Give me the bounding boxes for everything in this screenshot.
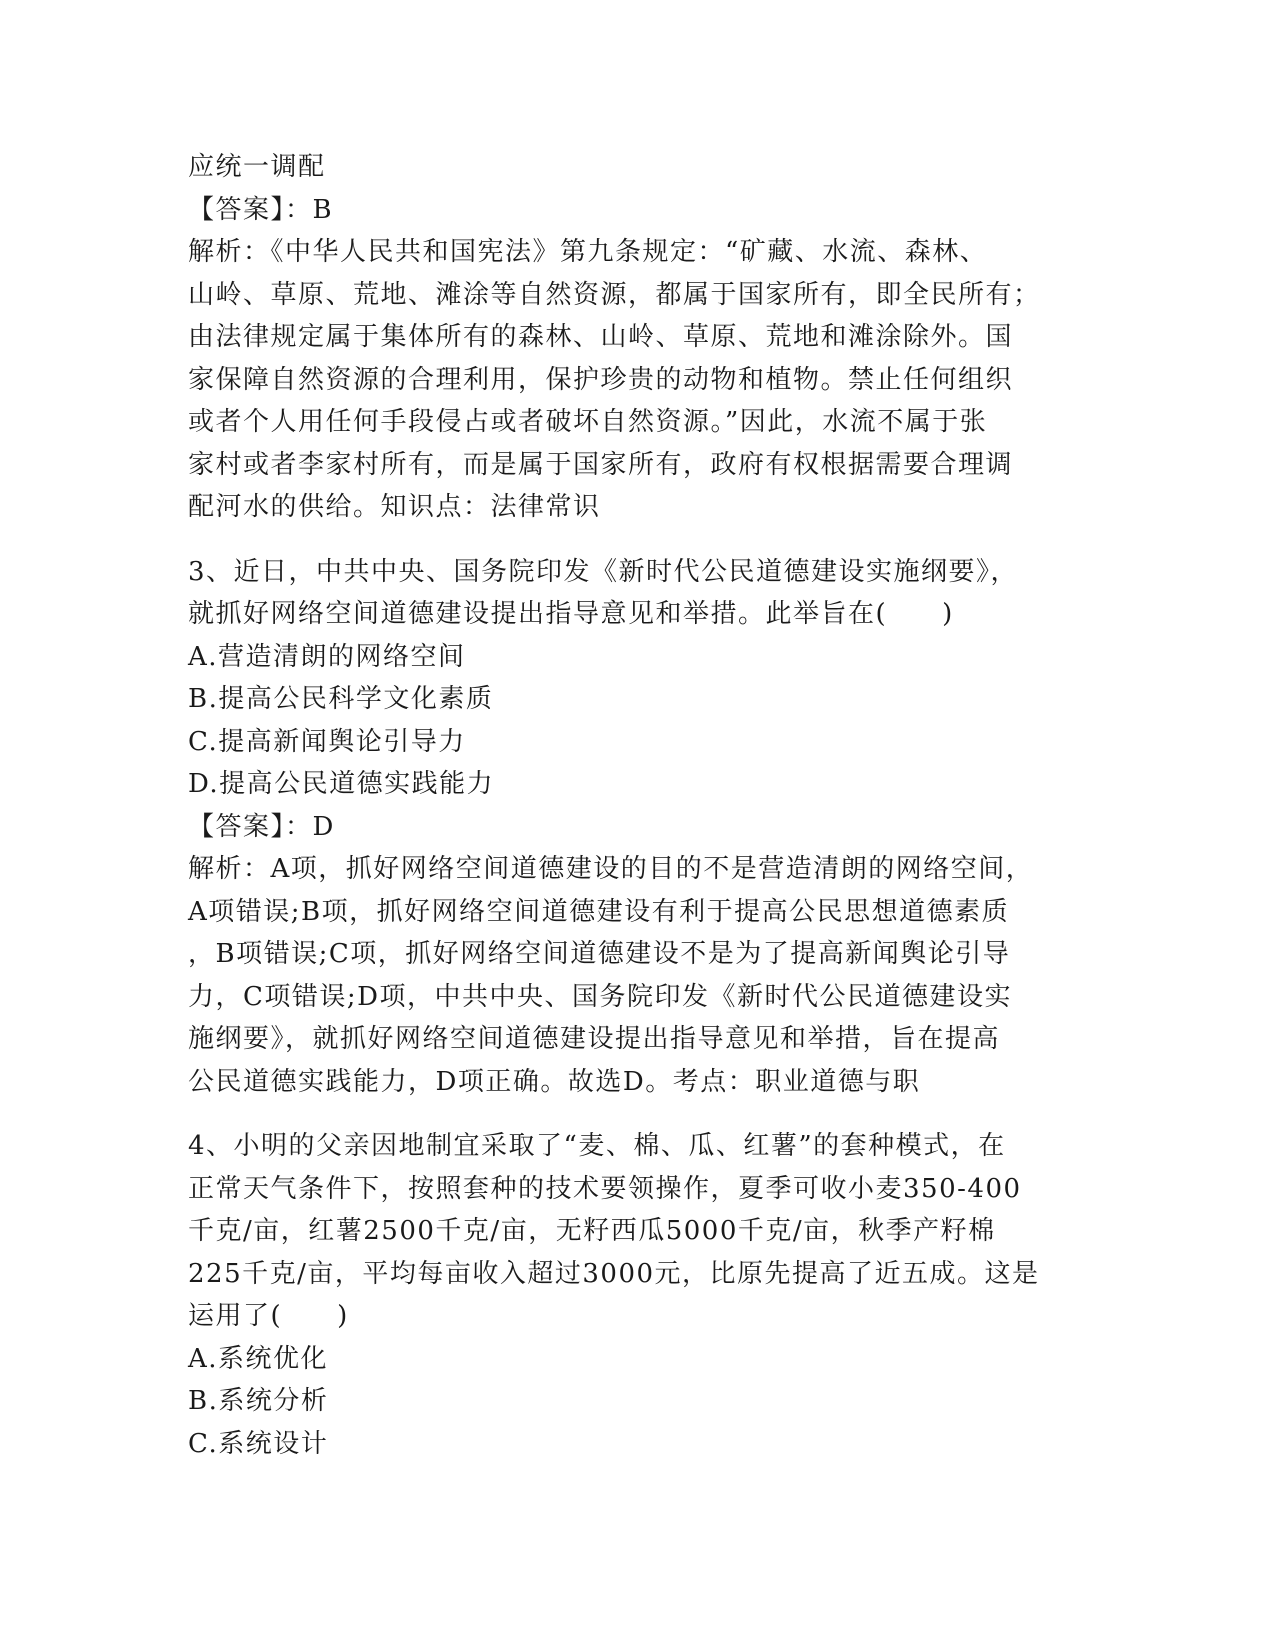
question-3: [188, 551, 1088, 1104]
question-stem: 就抓好网络空间道德建设提出指导意见和举措。此举旨在( ): [188, 599, 954, 629]
option-d: D.提高公民道德实践能力: [188, 769, 495, 799]
option-text: 应统一调配: [188, 152, 326, 182]
analysis-line: 山岭、草原、荒地、滩涂等自然资源，都属于国家所有，即全民所有；: [188, 279, 1041, 310]
option-b: B.提高公民科学文化素质: [188, 684, 494, 714]
option-a: A.营造清朗的网络空间: [188, 641, 466, 672]
analysis-line: 由法律规定属于集体所有的森林、山岭、草原、荒地和滩涂除外。国: [188, 322, 1014, 352]
analysis-line: 解析：A项，抓好网络空间道德建设的目的不是营造清朗的网络空间，: [188, 854, 1034, 884]
option-c: C.系统设计: [188, 1428, 329, 1459]
page-content: [188, 146, 1088, 1465]
question-stem: 正常天气条件下，按照套种的技术要领操作，夏季可收小麦350-400: [188, 1173, 1022, 1204]
option-a: A.系统优化: [188, 1343, 329, 1374]
analysis-line: 配河水的供给。知识点：法律常识: [188, 492, 601, 522]
analysis-line: 施纲要》，就抓好网络空间道德建设提出指导意见和举措，旨在提高: [188, 1024, 1001, 1054]
question-stem: 3、近日，中共中央、国务院印发《新时代公民道德建设实施纲要》，: [188, 556, 1019, 587]
question-stem: 225千克/亩，平均每亩收入超过3000元，比原先提高了近五成。这是: [188, 1258, 1040, 1289]
question-stem: 运用了( ): [188, 1301, 349, 1331]
analysis-line: 家村或者李家村所有，而是属于国家所有，政府有权根据需要合理调: [188, 449, 1014, 480]
answer-line: 【答案】：B: [188, 194, 334, 225]
option-b: B.系统分析: [188, 1386, 329, 1416]
question-stem: 4、小明的父亲因地制宜采取了“麦、棉、瓜、红薯”的套种模式，在: [188, 1131, 1006, 1161]
analysis-line: 解析：《中华人民共和国宪法》第九条规定：“矿藏、水流、森林、: [188, 237, 988, 267]
spacer: [188, 529, 1088, 551]
analysis-line: 力，C项错误;D项，中共中央、国务院印发《新时代公民道德建设实: [188, 981, 1012, 1012]
analysis-line: ，B项错误;C项，抓好网络空间道德建设不是为了提高新闻舆论引导: [188, 939, 1011, 969]
question-2-tail: [188, 146, 1088, 529]
analysis-line: 公民道德实践能力，D项正确。故选D。考点：职业道德与职: [188, 1066, 921, 1097]
analysis-line: 或者个人用任何手段侵占或者破坏自然资源。”因此，水流不属于张: [188, 407, 988, 437]
option-c: C.提高新闻舆论引导力: [188, 726, 466, 757]
question-stem: 千克/亩，红薯2500千克/亩，无籽西瓜5000千克/亩，秋季产籽棉: [188, 1216, 996, 1246]
spacer: [188, 1103, 1088, 1125]
question-4: [188, 1125, 1088, 1465]
analysis-line: A项错误;B项，抓好网络空间道德建设有利于提高公民思想道德素质: [188, 896, 1010, 927]
answer-line: 【答案】：D: [188, 811, 335, 842]
analysis-line: 家保障自然资源的合理利用，保护珍贵的动物和植物。禁止任何组织: [188, 364, 1014, 395]
